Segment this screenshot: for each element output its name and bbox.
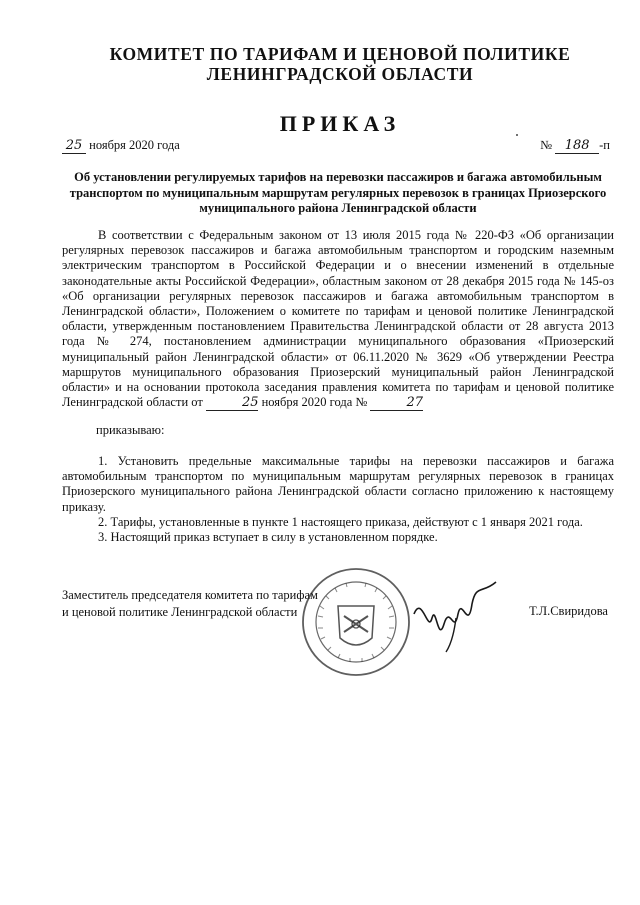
order-subject: Об установлении регулируемых тарифов на перевозки пассажиров и багажа автомобильным транспортом по муниципальным маршрутам регулярных перевозок в границах Приозерского муниципального района Ленинградской области [69, 170, 607, 215]
scan-speck [516, 134, 518, 136]
signatory-name: Т.Л.Свиридова [529, 604, 608, 618]
decree-word: приказываю: [96, 423, 165, 437]
preamble [62, 228, 614, 411]
order-items [62, 454, 614, 545]
protocol-number-handwritten: 27 [370, 395, 423, 411]
protocol-mid: ноября 2020 года № [261, 395, 368, 410]
order-number [540, 138, 610, 154]
preamble-paragraph [62, 228, 614, 411]
date-rest: ноября 2020 года [89, 138, 180, 152]
order-item-1: 1. Установить предельные максимальные тарифы на перевозки пассажиров и багажа автомобильным транспортом по муниципальным маршрутам регулярных перевозок в границах Приозерского муниципального района Ленинградской области согласно приложению к настоящему приказу. [62, 454, 614, 514]
preamble-text: В соответствии с Федеральным законом от 13 июля 2015 года № 220-ФЗ «Об организации регулярных перевозок пассажиров и багажа автомобильным транспортом и городским наземным электрическим транспортом в Российской Федерации и о внесении изменений в отдельные законодательные акты Российской Федерации», областным законом от 28 декабря 2015 года № 145-оз «Об организации регулярных перевозок пассажиров и багажа автомобильным транспортом в Ленинградской области», Положением о комитете по тарифам и ценовой политике Ленинградской области, утвержденным постановлением Правительства Ленинградской области от 28 августа 2013 года № 274, постановлением администрации муниципального образования «Приозерский муниципальный район Ленинградской области» от 06.11.2020 № 3629 «Об утверждении Реестра маршрутов муниципального образования Приозерский муниципальный район Ленинградской области» и на основании протокола заседания правления комитета по тарифам и ценовой политике Ленинградской области от [62, 228, 614, 410]
order-item-2: 2. Тарифы, установленные в пункте 1 настоящего приказа, действуют с 1 января 2021 года. [98, 514, 583, 529]
signatory-position-line-2: и ценовой политике Ленинградской области [62, 605, 298, 619]
order-date [62, 138, 180, 154]
signatory-position-line-1: Заместитель председателя комитета по тарифам [62, 588, 318, 602]
number-handwritten: 188 [555, 138, 599, 154]
official-seal-stamp [300, 566, 412, 678]
order-item-3: 3. Настоящий приказ вступает в силу в установленном порядке. [98, 530, 438, 545]
number-suffix: -п [599, 138, 610, 152]
protocol-day-handwritten: 25 [206, 395, 259, 411]
order-title: ПРИКАЗ [279, 111, 401, 136]
committee-header [60, 44, 620, 84]
committee-line-2: ЛЕНИНГРАДСКОЙ ОБЛАСТИ [206, 64, 474, 84]
committee-line-1: КОМИТЕТ ПО ТАРИФАМ И ЦЕНОВОЙ ПОЛИТИКЕ [109, 44, 571, 64]
signatory-position [62, 587, 318, 621]
number-prefix: № [540, 138, 553, 152]
date-day-handwritten: 25 [62, 138, 86, 154]
handwritten-signature [410, 574, 500, 654]
